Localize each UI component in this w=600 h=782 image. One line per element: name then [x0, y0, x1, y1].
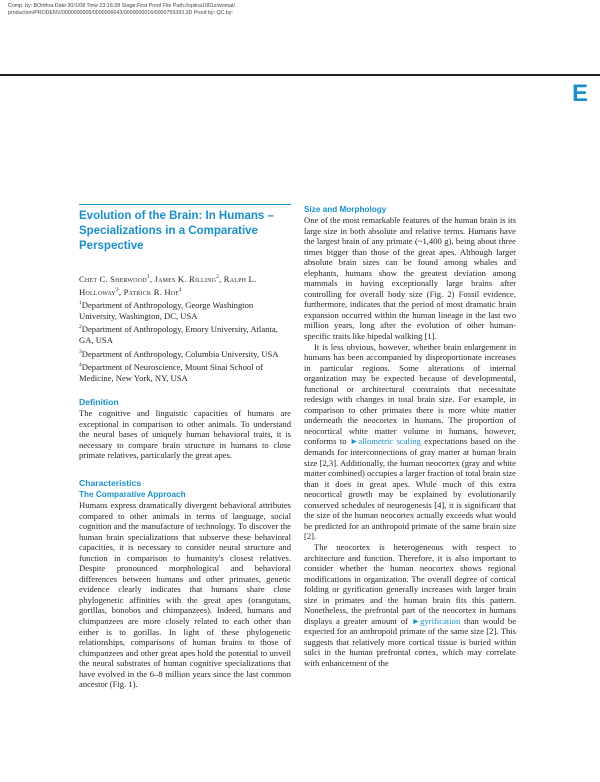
- article-title-block: [79, 204, 291, 254]
- author-1-sup: 1: [146, 274, 150, 280]
- definition-heading: Definition: [79, 397, 119, 407]
- author-3-sup: 3: [115, 287, 119, 294]
- size-morphology-paragraph-2: It is less obvious, however, whether brain enlargement in humans has been accompanied by disproportionate increases in particular regions. Some alterations of internal organization may be expected because of developmental, functional or architectural constraints that necessitate redesign with changes in total brain size. For example, in comparison to other primates there is more white matter underneath the neocortex in humans. The proportion of neocortical white matter volume in humans, however, conforms to ►allometric scaling expectations based on the demands for interconnections of gray matter at human brain size [2,3]. Additionally, the human neocortex (gray and white matter combined) occupies a larger fraction of total brain size than it does in great apes. While much of this extra neocortical growth may be explained by evolutionarily conserved schedules of neurogenesis [4], it is significant that the size of the human neocortex actually exceeds what would be predicted for an anthropoid primate of the same brain size [2].: [304, 341, 516, 542]
- proof-header-line-1: Comp. by: BOrithra Date:30/1/08 Time:23:16:28 Stage:First Proof File Path://spiina1001z/womat/: [8, 3, 235, 9]
- author-4: Patrick R. Hof: [123, 286, 179, 297]
- right-column: [304, 204, 516, 669]
- author-4-sup: 4: [178, 287, 182, 294]
- characteristics-heading: Characteristics: [79, 478, 142, 488]
- top-rule: [0, 74, 600, 76]
- author-2-sup: 2: [216, 274, 220, 280]
- definition-section: [79, 397, 291, 461]
- author-2: James K. Rilling: [154, 273, 217, 284]
- article-title: Evolution of the Brain: In Humans – Specializations in a Comparative Perspective: [79, 210, 274, 252]
- allometric-scaling-link[interactable]: ►allometric scaling: [349, 436, 421, 447]
- author-1: Chet C. Sherwood: [79, 273, 147, 284]
- section-letter: E: [571, 80, 588, 107]
- proof-header-line-2: production/PRODENV/0000000005/0000006643/0000000016/0000759393.3D Proof by: QC by:: [8, 10, 233, 16]
- affiliation-2: $^2$Department of Anthropology, Emory University, Atlanta, GA, USA: [79, 324, 278, 346]
- gyrification-link[interactable]: ►gyrification: [411, 615, 461, 626]
- size-morphology-paragraph-1: One of the most remarkable features of the human brain is its large size in both absolute and relative terms. Humans have the largest brain of any primate (~1,400 g), being about three times bigger than those of the great apes. Although larger absolute brain sizes can be found among whales and elephants, humans show the greatest deviation among mammals in having exceptionally large brains after controlling for overall body size (Fig. 2) Fossil evidence, furthermore, indicates that the period of most dramatic brain expansion occurred within the human lineage in the last two million years, long after the evolution of other human-specific traits like bipedal walking [1].: [304, 215, 516, 342]
- author-block: [79, 272, 291, 384]
- affiliation-4: $^4$Department of Neuroscience, Mount Sinai School of Medicine, New York, NY, USA: [79, 361, 263, 383]
- characteristics-section: [79, 478, 291, 690]
- size-morphology-heading: Size and Morphology: [304, 205, 387, 214]
- author-names: Chet C. Sherwood$^1$, James K. Rilling$^2$, Ralph L. Holloway$^3$, Patrick R. Hof$^4$: [79, 273, 257, 297]
- definition-text: The cognitive and linguistic capacities of humans are exceptional in comparison to other animals. To understand the neural bases of uniquely human behavioral traits, it is necessary to compare brain structure in humans to close primate relatives, particularly the great apes.: [79, 408, 291, 461]
- size-morphology-paragraph-3: The neocortex is heterogeneous with respect to architecture and function. Therefore, it is also important to consider whether the human neocortex shows regional modifications in organization. The overall degree of cortical folding or gyrification generally increases with larger brain size in primates and the human brain fits this pattern. Nonetheless, the prefrontal part of the neocortex in humans displays a greater amount of ►gyrification than would be expected for an anthropoid primate of the same size [2]. This suggests that relatively more cortical tissue is buried within sulci in the human prefrontal cortex, which may correlate with enhancement of the: [304, 541, 517, 668]
- comparative-approach-text: Humans express dramatically divergent behavioral attributes compared to other animals in terms of language, social cognition and the manufacture of technology. To discover the human brain specializations that subserve these behavioral capacities, it is necessary to consider neural structure and function in comparison to humanity's closest relatives. Despite pronounced morphological and behavioral differences between humans and other primates, genetic evidence clearly indicates that humans share close phylogenetic affinities with the great apes (orangutans, gorillas, bonobos and chimpanzees). Indeed, humans and chimpanzees are more closely related to each other than either is to gorillas. In light of these phylogenetic relationships, comparisons of human brains to those of chimpanzees and other great apes hold the potential to unveil the neural substrates of human cognitive specializations that have evolved in the 6–8 million years since the last common ancestor (Fig. 1).: [79, 500, 291, 690]
- affiliation-3: $^3$Department of Anthropology, Columbia University, USA: [79, 348, 279, 359]
- affiliation-1: $^1$Department of Anthropology, George Washington University, Washington, DC, USA: [79, 299, 254, 322]
- author-3: Ralph L. Holloway: [79, 273, 257, 297]
- comparative-approach-heading: The Comparative Approach: [79, 490, 186, 499]
- proof-header: [8, 3, 568, 17]
